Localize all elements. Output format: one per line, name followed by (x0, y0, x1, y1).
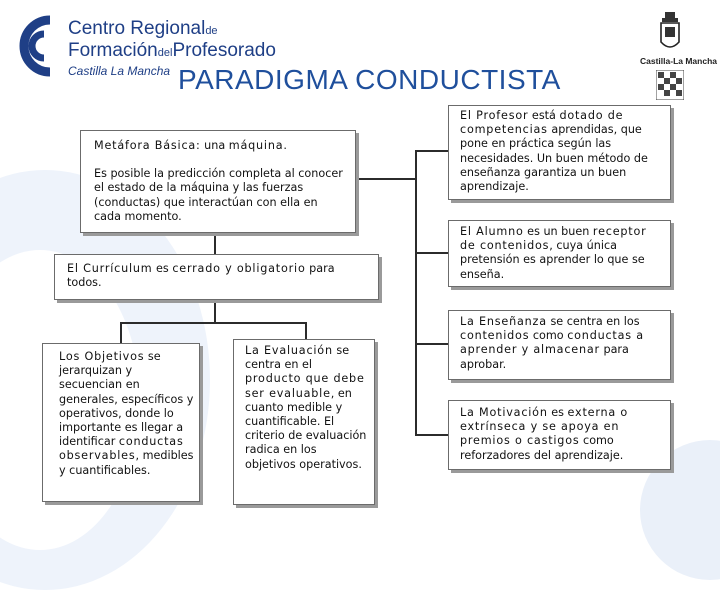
connector-vertical-trunk (415, 150, 417, 435)
connector-to-evaluacion (305, 322, 307, 340)
curriculum-text-2: para todos. (67, 262, 335, 290)
objetivos-term-2: conductas observables (59, 435, 184, 463)
alumno-box (448, 220, 671, 287)
connector-branch-horizontal (120, 322, 306, 324)
ensenanza-term-1: La Enseñanza (460, 315, 547, 328)
crest-label: Castilla-La Mancha (640, 56, 717, 66)
objetivos-term-1: Los Objetivos (59, 350, 145, 363)
curriculum-text-1: es (152, 262, 173, 275)
cfp-logo-mark (10, 14, 56, 78)
ensenanza-term-2: contenidos (460, 329, 530, 343)
connector-to-ensenanza (415, 343, 449, 345)
motivacion-term-1: La Motivación (460, 406, 548, 419)
curriculum-box (54, 254, 379, 300)
evaluacion-text-1: se centra en el (245, 344, 350, 372)
profesor-term-1: El Profesor (460, 109, 529, 122)
objetivos-text-1: se jerarquizan y secuencian en generales, específicos y operativos, donde lo importante es llegar a identificar (59, 350, 194, 449)
logo-line-2-main: Formación (68, 40, 158, 61)
ensenanza-text-2: como (529, 329, 568, 343)
crest-shield-icon (658, 12, 682, 54)
connector-to-motivacion (415, 434, 449, 436)
logo-line-2-end: Profesorado (172, 40, 276, 61)
ensenanza-text-3: para aprobar. (460, 343, 629, 371)
motivacion-text-2: como reforzadores del aprendizaje. (460, 434, 624, 462)
alumno-term-1: El Alumno (460, 225, 524, 238)
evaluacion-box (233, 339, 375, 505)
crest-pattern-icon (656, 70, 684, 100)
logo-line-1-main: Centro Regional (68, 18, 206, 39)
logo-line-1 (68, 18, 218, 40)
metafora-text-post: . (283, 139, 287, 152)
profesor-text-2: aprendidas, que pone en práctica según las necesidades. Un buen método de enseñanza garantiza un buen aprendizaje. (460, 123, 648, 194)
profesor-box (448, 105, 671, 200)
motivacion-term-2: externa o extrínseca y se apoya en premios o castigos (460, 406, 629, 448)
evaluacion-term-2: producto que debe ser evaluable (245, 372, 365, 400)
logo-line-2-small: del (157, 47, 173, 59)
metafora-label: Metáfora Básica: (94, 139, 201, 152)
objetivos-text-2: , medibles y cuantificables. (59, 449, 194, 477)
objetivos-box (42, 343, 200, 502)
connector-metafora-right (356, 178, 416, 180)
metafora-text-pre: una (200, 139, 229, 152)
connector-metafora-curriculum (214, 232, 216, 256)
connector-to-objetivos (120, 322, 122, 344)
connector-to-alumno (415, 252, 449, 254)
ensenanza-text-1: se centra en los (546, 315, 640, 328)
alumno-text-2: , cuya única pretensión es aprender lo que se enseña. (460, 239, 645, 281)
motivacion-text-1: es (547, 406, 568, 419)
metafora-box (80, 130, 356, 233)
alumno-term-2: receptor de contenidos (460, 225, 647, 253)
metafora-heading (94, 139, 343, 153)
alumno-text-1: es un buen (523, 225, 593, 238)
evaluacion-term-1: La Evaluación (245, 344, 333, 357)
logo-line-1-small: de (205, 25, 218, 37)
curriculum-term-1: El Currículum (67, 262, 153, 275)
metafora-term: máquina (228, 139, 284, 152)
logo-line-2 (68, 40, 276, 62)
ensenanza-term-3: conductas a aprender y almacenar (460, 329, 644, 357)
ensenanza-box (448, 310, 671, 380)
castilla-la-mancha-crest (640, 10, 717, 105)
profesor-term-2: dotado de competencias (460, 109, 624, 137)
profesor-text-1: está (528, 109, 560, 122)
page-title: PARADIGMA CONDUCTISTA (178, 64, 561, 95)
curriculum-term-2: cerrado y obligatorio (172, 262, 306, 275)
metafora-description: Es posible la predicción completa al conocer el estado de la máquina y las fuerzas (conductas) que interactúan con ella en cada momento. (94, 167, 343, 223)
logo-line-3: Castilla La Mancha (68, 64, 171, 78)
connector-curriculum-down (214, 299, 216, 323)
connector-to-profesor (415, 150, 449, 152)
evaluacion-text-2: , en cuanto medible y cuantificable. El criterio de evaluación radica en los objetivos operativos. (245, 386, 367, 471)
motivacion-box (448, 400, 671, 470)
